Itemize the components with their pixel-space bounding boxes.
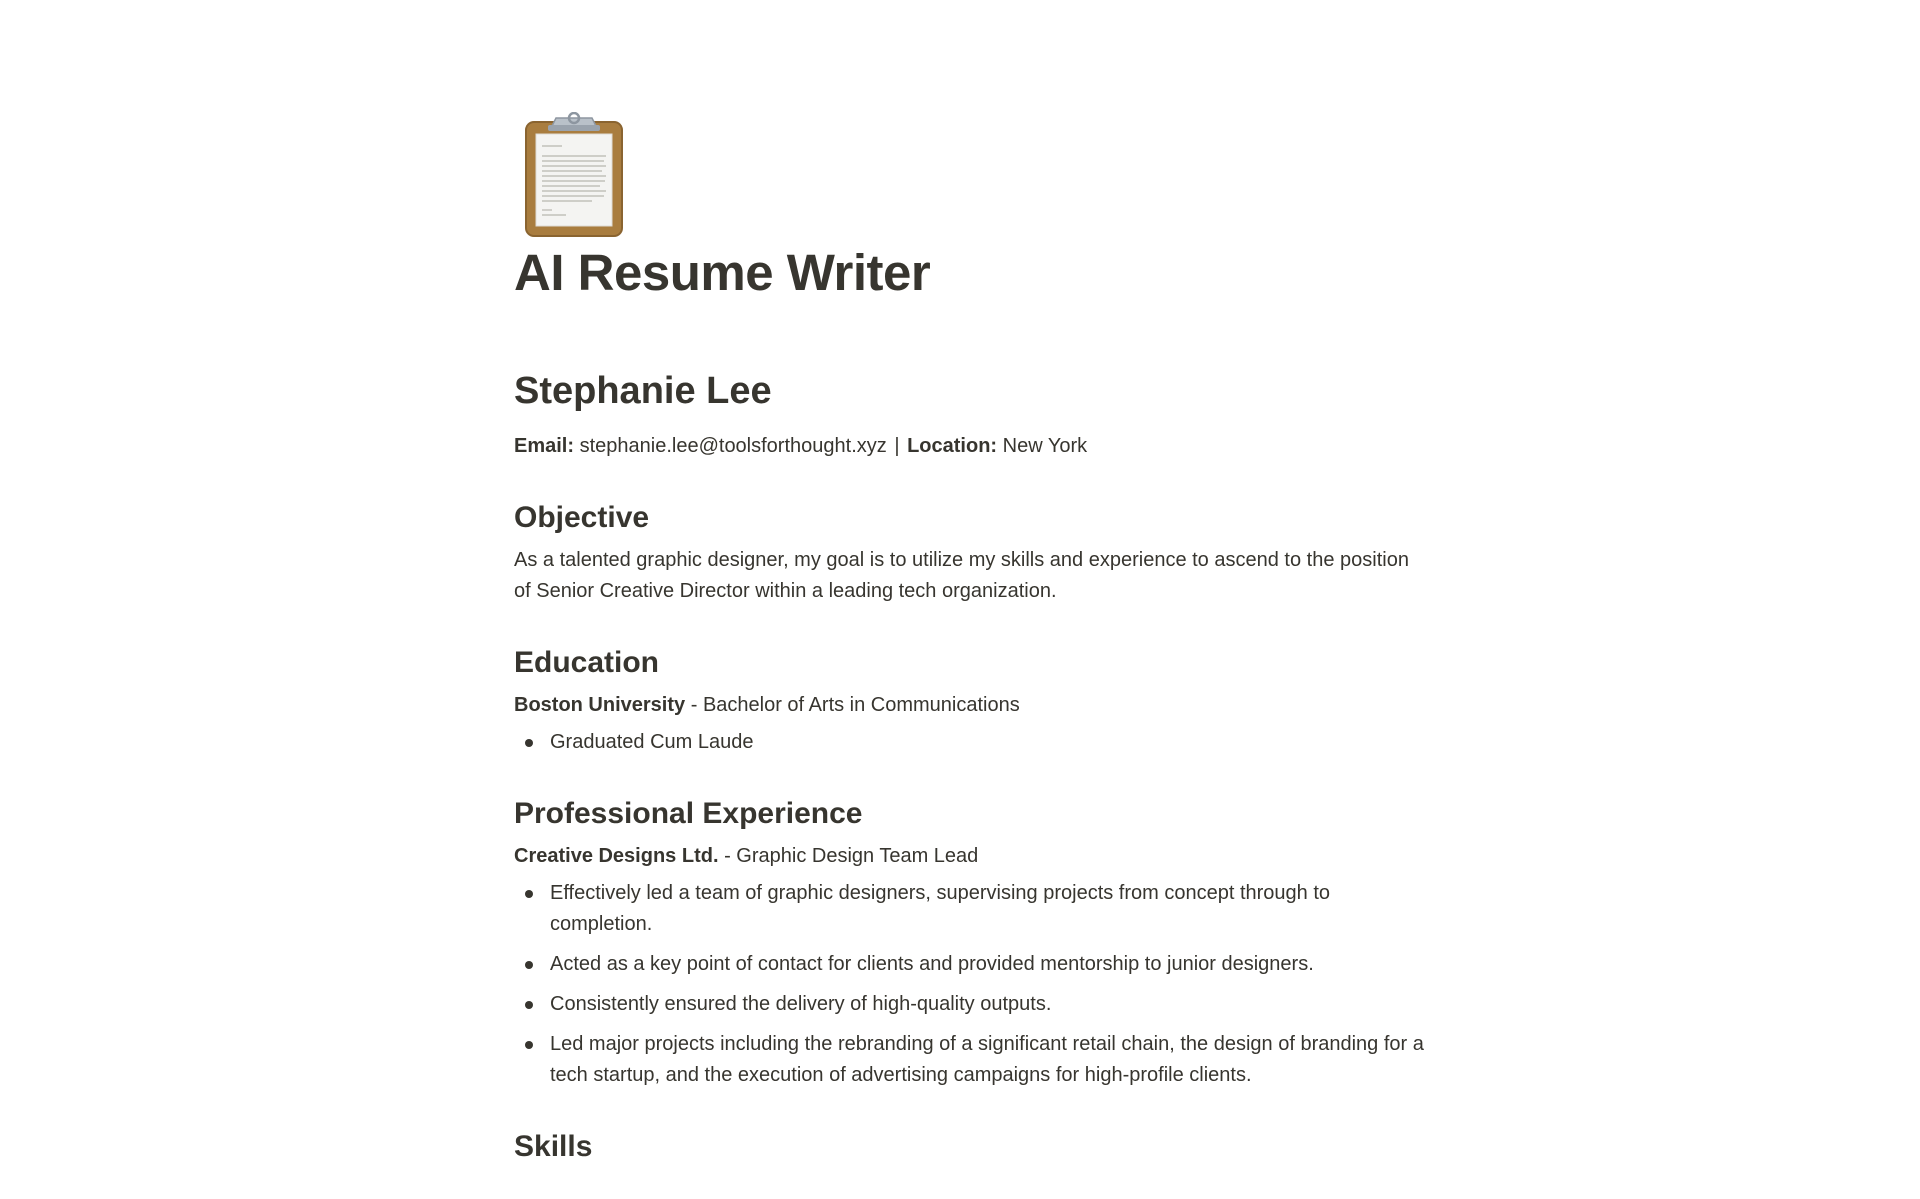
education-institution: Boston University	[514, 693, 686, 716]
location-label: Location:	[907, 434, 998, 457]
experience-role: Graphic Design Team Lead	[736, 844, 979, 867]
objective-text: As a talented graphic designer, my goal is to utilize my skills and experience to ascend to the position of Senior Creative Director within a leading tech organization.	[514, 548, 1409, 602]
education-separator: -	[685, 693, 703, 716]
skills-heading: Skills	[514, 1129, 593, 1163]
bullet-icon	[525, 739, 533, 747]
list-item-text: Effectively led a team of graphic designers, supervising projects from concept through to completion.	[550, 881, 1331, 935]
bullet-icon	[525, 890, 533, 898]
resume-name-heading: Stephanie Lee	[514, 370, 772, 413]
contact-separator: |	[894, 434, 900, 457]
list-item	[514, 949, 1424, 980]
email-label: Email:	[514, 434, 575, 457]
list-item-text: Consistently ensured the delivery of high-quality outputs.	[550, 992, 1052, 1015]
experience-heading: Professional Experience	[514, 796, 863, 830]
list-item	[514, 878, 1424, 940]
list-item	[514, 1029, 1424, 1091]
bullet-icon	[525, 1001, 533, 1009]
education-line	[514, 690, 1424, 721]
email-value: stephanie.lee@toolsforthought.xyz	[579, 434, 887, 457]
bullet-icon	[525, 1041, 533, 1049]
list-item-text: Acted as a key point of contact for clients and provided mentorship to junior designers.	[550, 952, 1314, 975]
education-degree: Bachelor of Arts in Communications	[702, 693, 1020, 716]
education-heading: Education	[514, 645, 660, 679]
page-content	[514, 112, 1424, 1166]
experience-line	[514, 841, 1424, 872]
list-item-text: Led major projects including the rebranding of a significant retail chain, the design of branding for a tech startup, and the execution of advertising campaigns for high-profile clients.	[550, 1032, 1424, 1086]
list-item	[514, 727, 1424, 758]
list-item	[514, 989, 1424, 1020]
contact-line	[514, 431, 1424, 462]
list-item-text: Graduated Cum Laude	[550, 730, 754, 753]
experience-separator: -	[718, 844, 737, 867]
objective-heading: Objective	[514, 500, 650, 534]
education-bullets	[514, 727, 1424, 758]
location-value: New York	[1002, 434, 1088, 457]
page-title[interactable]: AI Resume Writer	[514, 244, 931, 301]
experience-bullets	[514, 878, 1424, 1091]
clipboard-icon[interactable]	[522, 112, 626, 240]
bullet-icon	[525, 961, 533, 969]
experience-company: Creative Designs Ltd.	[514, 844, 719, 867]
